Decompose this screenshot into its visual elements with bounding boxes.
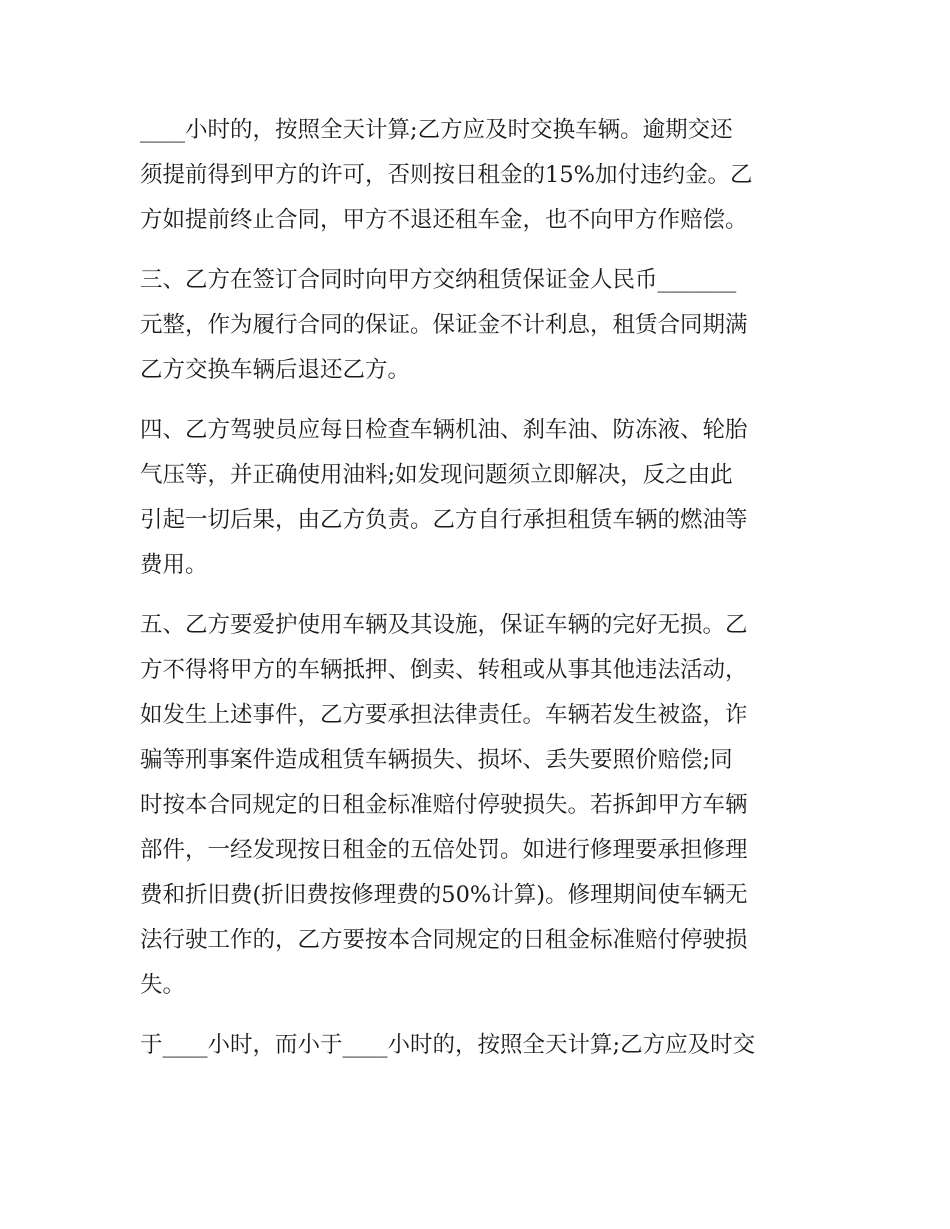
text-line: 引起一切后果，由乙方负责。乙方自行承担租赁车辆的燃油等 [140, 507, 748, 533]
clause-3-line: 三、乙方在签订合同时向甲方交纳租赁保证金人民币_______ [140, 267, 737, 293]
text-line: 时按本合同规定的日租金标准赔付停驶损失。若拆卸甲方车辆 [140, 792, 748, 818]
text-line: 部件，一经发现按日租金的五倍处罚。如进行修理要承担修理 [140, 837, 748, 863]
text-line: 方不得将甲方的车辆抵押、倒卖、转租或从事其他违法活动， [140, 657, 748, 683]
text-line: ____小时的，按照全天计算;乙方应及时交换车辆。逾期交还 [140, 117, 733, 143]
text-line: 乙方交换车辆后退还乙方。 [140, 357, 411, 383]
text-line: 费和折旧费(折旧费按修理费的50%计算)。修理期间使车辆无 [140, 882, 748, 908]
text-line: 法行驶工作的，乙方要按本合同规定的日租金标准赔付停驶损 [140, 927, 748, 953]
clause-4-line: 四、乙方驾驶员应每日检查车辆机油、刹车油、防冻液、轮胎 [140, 417, 748, 443]
fragment-line: 于____小时，而小于____小时的，按照全天计算;乙方应及时交 [140, 1032, 756, 1058]
text-line: 须提前得到甲方的许可，否则按日租金的15%加付违约金。乙 [140, 162, 753, 188]
text-line: 气压等，并正确使用油料;如发现问题须立即解决，反之由此 [140, 462, 733, 488]
text-line: 方如提前终止合同，甲方不退还租车金，也不向甲方作赔偿。 [140, 207, 748, 233]
contract-text [140, 108, 820, 1068]
text-line: 失。 [140, 972, 186, 998]
text-line: 元整，作为履行合同的保证。保证金不计利息，租赁合同期满 [140, 312, 748, 338]
text-line: 如发生上述事件，乙方要承担法律责任。车辆若发生被盗，诈 [140, 702, 748, 728]
text-line: 费用。 [140, 552, 208, 578]
clause-5-line: 五、乙方要爱护使用车辆及其设施，保证车辆的完好无损。乙 [140, 612, 748, 638]
text-line: 骗等刑事案件造成租赁车辆损失、损坏、丢失要照价赔偿;同 [140, 747, 733, 773]
